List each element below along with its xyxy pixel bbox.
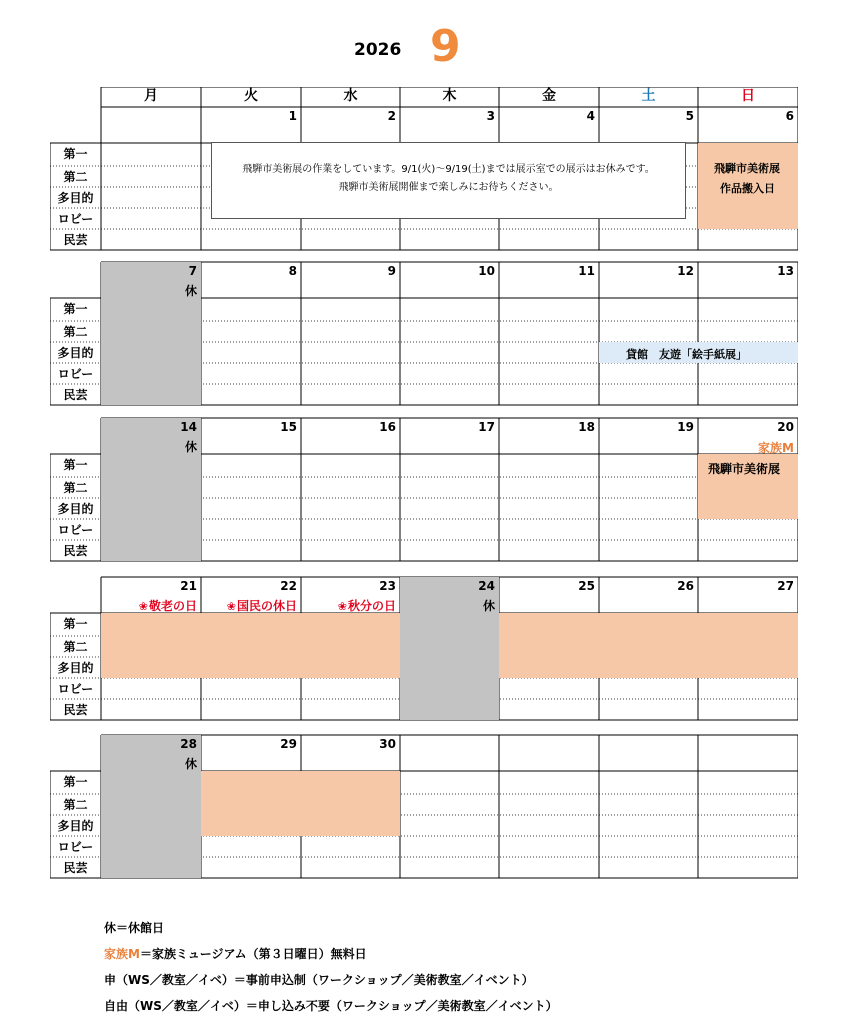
day-number: 15 [280,420,297,434]
day-number: 22 [280,579,297,593]
day-number: 23 [379,579,396,593]
room-label [50,229,101,250]
holiday-cell [301,577,400,613]
day-number: 5 [685,109,694,123]
closed-cell [400,636,499,657]
art-exhibition-label: 飛騨市美術展 [714,162,780,175]
weekday-thu: 木 [442,88,457,104]
event-cell [599,657,698,678]
day-number: 11 [578,264,595,278]
closed-marker-cell [101,735,201,771]
room-label [50,342,101,363]
event-cell [301,771,400,794]
room-label-text: ロビー [57,212,94,226]
day-number: 24 [478,579,495,593]
day-number: 17 [478,420,495,434]
holiday-label [139,597,197,614]
legend-closed: 休＝休館日 [104,921,165,935]
day-number: 20 [777,420,794,434]
day-cell [301,735,400,771]
event-cell [101,657,201,678]
day-number: 30 [379,737,396,751]
day-number: 25 [578,579,595,593]
weekday-sat: 土 [641,88,656,104]
weekday-mon: 月 [144,88,158,104]
day-cell [201,418,301,454]
closed-marker-cell [400,577,499,613]
room-label [50,363,101,384]
room-label [50,771,101,794]
holiday-flower-icon: ❀ [226,600,236,613]
weekday-tue: 火 [244,88,258,104]
event-cell [698,477,798,498]
room-label [50,657,101,678]
closed-cell [101,857,201,878]
event-cell [499,613,599,636]
holiday-name: 敬老の日 [148,599,197,613]
closed-cell [400,657,499,678]
event-cell [698,657,798,678]
day-number: 16 [379,420,396,434]
event-cell [301,636,400,657]
holiday-label [227,597,297,614]
closed-cell [400,613,499,636]
room-label [50,815,101,836]
event-cell [301,815,400,836]
room-label-text: 多目的 [57,346,94,360]
closed-cell [101,498,201,519]
event-cell [599,613,698,636]
day-number: 21 [180,579,197,593]
room-label [50,636,101,657]
closed-cell [101,454,201,477]
day-cell [301,262,400,298]
event-cell [301,613,400,636]
room-label-text: 民芸 [63,703,88,717]
closed-marker-cell [101,262,201,298]
room-label-text: ロビー [57,840,94,854]
room-label [50,836,101,857]
day-cell [301,418,400,454]
day-cell [599,418,698,454]
closed-marker: 休 [184,440,197,454]
day-number: 28 [180,737,197,751]
closed-cell [101,836,201,857]
room-label-text: 第一 [63,617,88,631]
room-label-text: 第一 [63,147,88,161]
day-number: 13 [777,264,794,278]
day-cell [400,107,499,143]
event-cell [201,657,301,678]
room-label-text: 第一 [63,458,88,472]
event-cell [698,498,798,519]
room-label-text: 第二 [63,170,88,184]
room-label [50,613,101,636]
event-cell [101,636,201,657]
day-cell [599,107,698,143]
closed-marker-cell [101,418,201,454]
room-label [50,384,101,405]
room-label [50,857,101,878]
event-cell [499,636,599,657]
closed-cell [101,321,201,342]
day-number: 9 [387,264,396,278]
notice-line-1: 飛騨市美術展の作業をしています。9/1(火)～9/19(土)までは展示室での展示はお休みです。 [242,164,655,175]
day-cell [698,262,798,298]
event-cell [101,613,201,636]
day-number: 26 [677,579,694,593]
room-label [50,699,101,720]
event-cell [301,794,400,815]
room-label [50,321,101,342]
room-label-text: 第一 [63,302,88,316]
day-number: 4 [586,109,595,123]
calendar-header [0,18,850,78]
holiday-name: 国民の休日 [236,599,297,613]
closed-cell [400,678,499,699]
closed-cell [101,384,201,405]
closed-marker: 休 [184,757,197,771]
legend-kazoku-tag: 家族M [104,947,140,961]
legend [104,915,558,1019]
room-label-text: 第二 [63,640,88,654]
event-cell [201,815,301,836]
room-label-text: 民芸 [63,233,88,247]
event-cell [201,771,301,794]
room-label [50,187,101,208]
holiday-cell [101,577,201,613]
event-cell [698,613,798,636]
legend-free: 自由（WS／教室／イベ）＝申し込み不要（ワークショップ／美術教室／イベント） [104,999,558,1013]
room-label-text: 多目的 [57,819,94,833]
room-label [50,166,101,187]
room-label-text: 多目的 [57,502,94,516]
legend-kazoku-desc: ＝家族ミュージアム（第３日曜日）無料日 [139,947,367,961]
closed-cell [101,342,201,363]
room-label [50,143,101,166]
day-cell [400,262,499,298]
notice-box [211,142,686,219]
room-label-text: 民芸 [63,544,88,558]
closed-cell [101,298,201,321]
day-number: 3 [486,109,495,123]
room-label-text: 民芸 [63,861,88,875]
day-number: 29 [280,737,297,751]
day-number: 12 [677,264,694,278]
room-label [50,519,101,540]
room-label-text: 民芸 [63,388,88,402]
room-label [50,208,101,229]
closed-cell [101,363,201,384]
room-label [50,454,101,477]
holiday-cell [201,577,301,613]
room-label [50,678,101,699]
day-cell [400,418,499,454]
closed-cell [400,699,499,720]
day-number: 10 [478,264,495,278]
kazoku-cell [698,418,798,454]
day-cell [201,262,301,298]
room-label-text: 第二 [63,481,88,495]
room-label-text: ロビー [57,367,94,381]
day-number: 6 [785,109,794,123]
day-cell [698,577,798,613]
day-cell [201,107,301,143]
event-cell [698,208,798,229]
event-cell [698,636,798,657]
day-number: 18 [578,420,595,434]
closed-cell [101,540,201,561]
room-label [50,540,101,561]
art-exhibition-label-2: 飛騨市美術展 [708,462,781,476]
month-label: 9 [430,21,461,72]
day-cell [599,262,698,298]
legend-reserve: 申（WS／教室／イベ）＝事前申込制（ワークショップ／美術教室／イベント） [104,973,534,987]
day-number: 7 [188,264,197,278]
day-number: 2 [387,109,396,123]
event-cell [301,657,400,678]
day-number: 14 [180,420,197,434]
room-label [50,477,101,498]
day-cell [499,262,599,298]
lend-event-label: 貸館 友遊「絵手紙展」 [626,348,747,361]
day-cell [499,418,599,454]
room-label-text: 多目的 [57,191,94,205]
kazoku-tag: 家族M [758,441,794,455]
weekday-sun: 日 [741,88,755,104]
weekday-wed: 水 [343,88,358,104]
day-cell [301,107,400,143]
closed-cell [101,771,201,794]
event-cell [201,613,301,636]
room-label [50,498,101,519]
day-number: 27 [777,579,794,593]
day-number: 8 [288,264,297,278]
room-label-text: 第一 [63,775,88,789]
day-number: 1 [288,109,297,123]
holiday-flower-icon: ❀ [337,600,347,613]
room-label [50,794,101,815]
legend-kazoku [104,941,558,967]
room-label-text: ロビー [57,523,94,537]
room-label-text: 第二 [63,325,88,339]
artwork-delivery-label: 作品搬入日 [720,182,775,195]
holiday-name: 秋分の日 [347,599,396,613]
room-label-text: 第二 [63,798,88,812]
event-cell [499,657,599,678]
room-label-text: ロビー [57,682,94,696]
event-cell [201,636,301,657]
closed-cell [101,477,201,498]
closed-cell [101,815,201,836]
day-cell [599,577,698,613]
weekday-fri: 金 [542,88,556,104]
year-label: 2026 [354,40,402,60]
closed-marker: 休 [184,284,197,298]
calendar-grid [50,87,798,893]
day-cell [499,107,599,143]
notice-line-2: 飛騨市美術展開催まで楽しみにお待ちください。 [338,182,559,193]
holiday-label [338,597,396,614]
day-cell [201,735,301,771]
day-cell [499,577,599,613]
closed-marker: 休 [482,599,495,613]
closed-cell [101,519,201,540]
room-label-text: 多目的 [57,661,94,675]
event-cell [599,636,698,657]
closed-cell [101,794,201,815]
holiday-flower-icon: ❀ [138,600,148,613]
event-cell [201,794,301,815]
day-number: 19 [677,420,694,434]
day-cell [698,107,798,143]
room-label [50,298,101,321]
